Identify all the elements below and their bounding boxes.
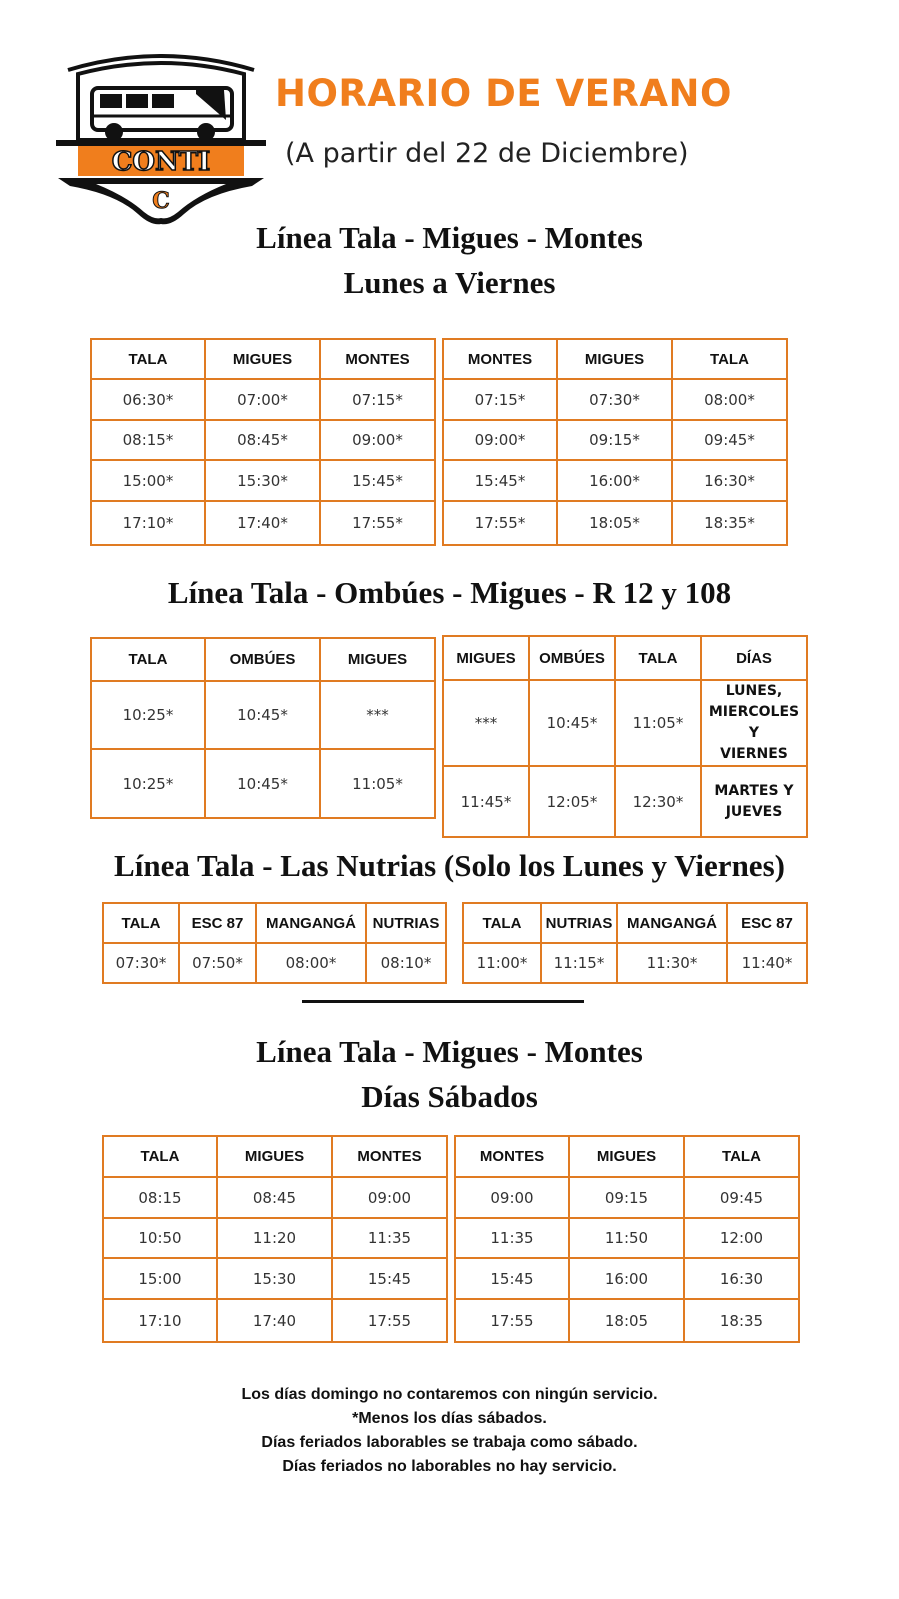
table-row bbox=[443, 501, 787, 545]
days-line: VIERNES bbox=[720, 746, 788, 762]
note-line: Días feriados no laborables no hay servicio. bbox=[282, 1458, 617, 1475]
table-row bbox=[91, 749, 435, 818]
column-header: DÍAS bbox=[701, 636, 807, 680]
time-cell: 17:55 bbox=[332, 1299, 447, 1342]
column-header: TALA bbox=[463, 903, 541, 943]
time-cell: 07:30* bbox=[557, 379, 672, 420]
time-cell: 17:55* bbox=[443, 501, 557, 545]
time-cell: 15:00 bbox=[103, 1258, 217, 1299]
time-cell: 16:30 bbox=[684, 1258, 799, 1299]
ombues-table-return bbox=[442, 635, 808, 838]
table-row bbox=[91, 681, 435, 749]
time-cell: 09:45* bbox=[672, 420, 787, 460]
section3-title: Línea Tala - Las Nutrias (Solo los Lunes y Viernes) bbox=[114, 848, 785, 883]
table-row bbox=[455, 1218, 799, 1258]
time-cell: 09:45 bbox=[684, 1177, 799, 1218]
table-row bbox=[455, 1258, 799, 1299]
column-header: TALA bbox=[615, 636, 701, 680]
table-row bbox=[91, 460, 435, 501]
time-cell: 11:50 bbox=[569, 1218, 684, 1258]
column-header: MONTES bbox=[443, 339, 557, 379]
time-cell: 11:30* bbox=[617, 943, 727, 983]
time-cell: 15:45* bbox=[443, 460, 557, 501]
days-line: LUNES, bbox=[725, 683, 783, 699]
time-cell: 17:40* bbox=[205, 501, 320, 545]
time-cell: 11:35 bbox=[332, 1218, 447, 1258]
column-header: OMBÚES bbox=[205, 638, 320, 681]
time-cell: 17:40 bbox=[217, 1299, 332, 1342]
column-header: TALA bbox=[672, 339, 787, 379]
section-divider bbox=[302, 1000, 584, 1003]
time-cell: 15:00* bbox=[91, 460, 205, 501]
page-subtitle: (A partir del 22 de Diciembre) bbox=[285, 138, 689, 169]
time-cell: 15:45* bbox=[320, 460, 435, 501]
time-cell: *** bbox=[443, 680, 529, 766]
time-cell: 12:00 bbox=[684, 1218, 799, 1258]
saturday-table-return bbox=[454, 1135, 800, 1343]
column-header: MONTES bbox=[320, 339, 435, 379]
time-cell: 09:15 bbox=[569, 1177, 684, 1218]
time-cell: 08:10* bbox=[366, 943, 446, 983]
weekday-table-return bbox=[442, 338, 788, 546]
section1-title: Línea Tala - Migues - Montes bbox=[256, 220, 643, 255]
section1-subtitle: Lunes a Viernes bbox=[343, 265, 556, 300]
time-cell: 12:30* bbox=[615, 766, 701, 837]
time-cell: 17:55 bbox=[455, 1299, 569, 1342]
table-row bbox=[103, 1258, 447, 1299]
column-header: MIGUES bbox=[205, 339, 320, 379]
column-header: MIGUES bbox=[443, 636, 529, 680]
note-line: Los días domingo no contaremos con ningún servicio. bbox=[241, 1386, 658, 1403]
ombues-table-outbound bbox=[90, 637, 436, 819]
column-header: MIGUES bbox=[320, 638, 435, 681]
time-cell: 07:15* bbox=[320, 379, 435, 420]
table-row bbox=[443, 379, 787, 420]
section4-subtitle: Días Sábados bbox=[361, 1079, 538, 1114]
saturday-table-outbound bbox=[102, 1135, 448, 1343]
time-cell: 06:30* bbox=[91, 379, 205, 420]
time-cell: 09:00 bbox=[332, 1177, 447, 1218]
column-header: MONTES bbox=[455, 1136, 569, 1177]
column-header: TALA bbox=[91, 339, 205, 379]
column-header: MIGUES bbox=[557, 339, 672, 379]
time-cell: 07:50* bbox=[179, 943, 256, 983]
time-cell: 10:25* bbox=[91, 681, 205, 749]
table-row bbox=[91, 379, 435, 420]
column-header: NUTRIAS bbox=[366, 903, 446, 943]
column-header: MANGANGÁ bbox=[256, 903, 366, 943]
column-header: MONTES bbox=[332, 1136, 447, 1177]
column-header: TALA bbox=[684, 1136, 799, 1177]
time-cell: 15:45 bbox=[332, 1258, 447, 1299]
time-cell: 11:35 bbox=[455, 1218, 569, 1258]
logo-brand: CONTI bbox=[111, 147, 211, 177]
time-cell: 08:15 bbox=[103, 1177, 217, 1218]
table-row bbox=[91, 420, 435, 460]
time-cell: 16:30* bbox=[672, 460, 787, 501]
column-header: OMBÚES bbox=[529, 636, 615, 680]
table-row bbox=[103, 1218, 447, 1258]
table-row bbox=[443, 766, 807, 837]
time-cell: 11:20 bbox=[217, 1218, 332, 1258]
time-cell: 07:15* bbox=[443, 379, 557, 420]
time-cell: 09:15* bbox=[557, 420, 672, 460]
logo-letter: C bbox=[152, 188, 170, 214]
table-row bbox=[443, 680, 807, 766]
column-header: MIGUES bbox=[217, 1136, 332, 1177]
page-title: HORARIO DE VERANO bbox=[275, 72, 732, 115]
days-line: JUEVES bbox=[725, 803, 783, 820]
note-line: *Menos los días sábados. bbox=[352, 1410, 547, 1427]
time-cell: 18:05 bbox=[569, 1299, 684, 1342]
time-cell: 17:10* bbox=[91, 501, 205, 545]
time-cell: 11:15* bbox=[541, 943, 617, 983]
time-cell: 11:40* bbox=[727, 943, 807, 983]
time-cell: 18:05* bbox=[557, 501, 672, 545]
table-row bbox=[455, 1177, 799, 1218]
time-cell: 08:45 bbox=[217, 1177, 332, 1218]
time-cell: 15:45 bbox=[455, 1258, 569, 1299]
days-cell bbox=[701, 766, 807, 837]
time-cell: 09:00* bbox=[443, 420, 557, 460]
column-header: TALA bbox=[91, 638, 205, 681]
days-line: MIERCOLES Y bbox=[708, 704, 800, 741]
time-cell: 15:30 bbox=[217, 1258, 332, 1299]
time-cell: 10:45* bbox=[205, 681, 320, 749]
time-cell: 08:45* bbox=[205, 420, 320, 460]
time-cell: 09:00* bbox=[320, 420, 435, 460]
nutrias-table-return bbox=[462, 902, 808, 984]
time-cell: 17:55* bbox=[320, 501, 435, 545]
time-cell: 07:30* bbox=[103, 943, 179, 983]
section4-title: Línea Tala - Migues - Montes bbox=[256, 1034, 643, 1069]
time-cell: 07:00* bbox=[205, 379, 320, 420]
column-header: ESC 87 bbox=[727, 903, 807, 943]
table-row bbox=[103, 1177, 447, 1218]
time-cell: 10:45* bbox=[205, 749, 320, 818]
table-row bbox=[443, 420, 787, 460]
time-cell: 18:35 bbox=[684, 1299, 799, 1342]
time-cell: 17:10 bbox=[103, 1299, 217, 1342]
time-cell: 16:00 bbox=[569, 1258, 684, 1299]
time-cell: 08:15* bbox=[91, 420, 205, 460]
time-cell: 15:30* bbox=[205, 460, 320, 501]
weekday-table-outbound bbox=[90, 338, 436, 546]
days-line: MARTES Y bbox=[714, 782, 794, 799]
column-header: NUTRIAS bbox=[541, 903, 617, 943]
nutrias-table-outbound bbox=[102, 902, 447, 984]
footer-notes bbox=[0, 1383, 899, 1479]
time-cell: 09:00 bbox=[455, 1177, 569, 1218]
table-row bbox=[443, 460, 787, 501]
column-header: TALA bbox=[103, 903, 179, 943]
section2-title: Línea Tala - Ombúes - Migues - R 12 y 108 bbox=[167, 575, 732, 610]
time-cell: 10:50 bbox=[103, 1218, 217, 1258]
time-cell: 12:05* bbox=[529, 766, 615, 837]
time-cell: 11:05* bbox=[615, 680, 701, 766]
column-header: MIGUES bbox=[569, 1136, 684, 1177]
time-cell: 11:00* bbox=[463, 943, 541, 983]
time-cell: 10:45* bbox=[529, 680, 615, 766]
table-row bbox=[463, 943, 807, 983]
time-cell: 18:35* bbox=[672, 501, 787, 545]
time-cell: 11:45* bbox=[443, 766, 529, 837]
column-header: MANGANGÁ bbox=[617, 903, 727, 943]
time-cell: 10:25* bbox=[91, 749, 205, 818]
time-cell: 08:00* bbox=[256, 943, 366, 983]
column-header: TALA bbox=[103, 1136, 217, 1177]
column-header: ESC 87 bbox=[179, 903, 256, 943]
conti-logo bbox=[56, 54, 266, 226]
table-row bbox=[455, 1299, 799, 1342]
table-row bbox=[103, 1299, 447, 1342]
time-cell: 08:00* bbox=[672, 379, 787, 420]
note-line: Días feriados laborables se trabaja como sábado. bbox=[261, 1434, 638, 1451]
days-cell bbox=[701, 680, 807, 766]
time-cell: 16:00* bbox=[557, 460, 672, 501]
table-row bbox=[91, 501, 435, 545]
time-cell: *** bbox=[320, 681, 435, 749]
table-row bbox=[103, 943, 446, 983]
time-cell: 11:05* bbox=[320, 749, 435, 818]
